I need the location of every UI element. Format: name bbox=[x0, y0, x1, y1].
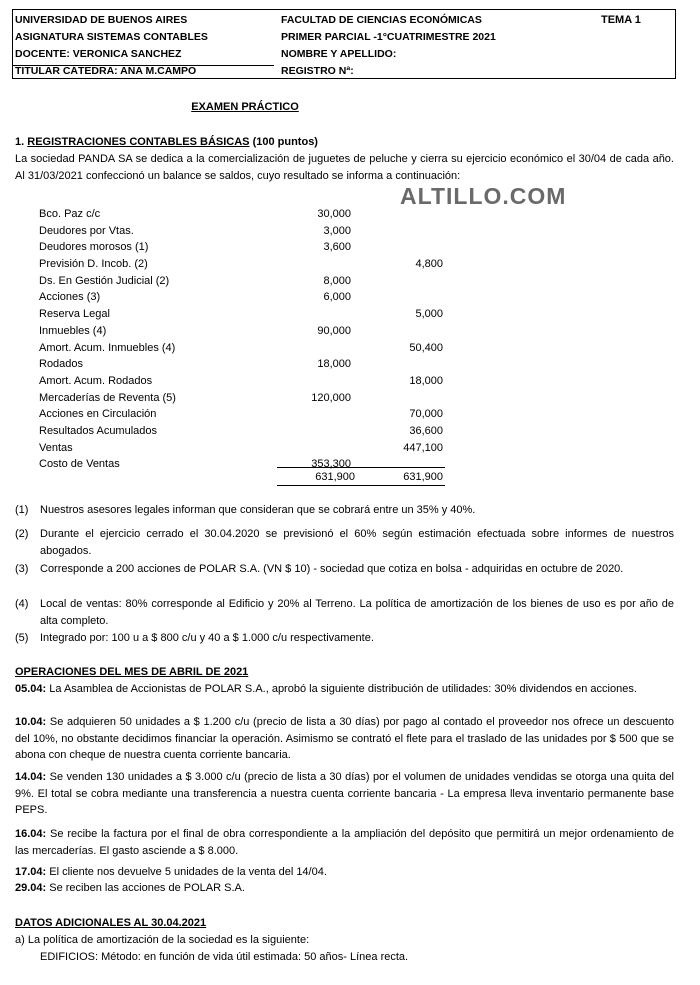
debit-amount: 3,000 bbox=[323, 224, 351, 237]
note-1 bbox=[15, 502, 674, 519]
debit-amount: 3,600 bbox=[323, 241, 351, 254]
operation-date: 17.04: bbox=[15, 866, 47, 878]
credit-amount: 18,000 bbox=[409, 374, 443, 387]
balance-total-debit: 631,900 bbox=[315, 471, 355, 483]
account-name: Inmuebles (4) bbox=[39, 324, 107, 337]
account-name: Ventas bbox=[39, 441, 73, 454]
operation-date: 16.04: bbox=[15, 828, 47, 840]
additional-data-heading: DATOS ADICIONALES AL 30.04.2021 bbox=[15, 917, 207, 929]
note-number: (1) bbox=[15, 504, 29, 516]
university-name: UNIVERSIDAD DE BUENOS AIRES bbox=[15, 14, 188, 26]
operation-text: La Asamblea de Accionistas de POLAR S.A., aprobó la siguiente distribución de utilidades: 30% dividendos en acciones. bbox=[46, 683, 637, 695]
balance-totals-row bbox=[277, 469, 445, 485]
balance-row bbox=[39, 223, 459, 240]
balance-row bbox=[39, 239, 459, 256]
watermark-logo: ALTILLO.COM bbox=[400, 183, 567, 209]
note-text: Nuestros asesores legales informan que consideran que se cobrará entre un 35% y 40%. bbox=[40, 504, 476, 516]
student-registry-field: REGISTRO Nª: bbox=[281, 65, 354, 77]
operation-2904 bbox=[15, 880, 674, 897]
operation-text: El cliente nos devuelve 5 unidades de la venta del 14/04. bbox=[46, 866, 327, 878]
account-name: Amort. Acum. Rodados bbox=[39, 374, 153, 387]
balance-row bbox=[39, 373, 459, 390]
balance-row bbox=[39, 440, 459, 457]
debit-amount: 353,300 bbox=[311, 458, 351, 471]
operation-date: 10.04: bbox=[15, 716, 47, 728]
operation-text: Se adquieren 50 unidades a $ 1.200 c/u (precio de lista a 30 días) por pago al contado el proveedor nos ofrece un descuento del 10%, no obstante decidimos financiar la operación. Asimismo se contrató el flete para el traslado de las unidades por $ 500 que se abona con cheque de nuestra cuenta corriente bancaria. bbox=[15, 716, 674, 761]
account-name: Ds. En Gestión Judicial (2) bbox=[39, 274, 170, 287]
operation-0504 bbox=[15, 681, 674, 698]
balance-row bbox=[39, 390, 459, 407]
account-name: Acciones (3) bbox=[39, 291, 101, 304]
credit-amount: 447,100 bbox=[403, 441, 443, 454]
debit-amount: 8,000 bbox=[323, 274, 351, 287]
debit-amount: 6,000 bbox=[323, 291, 351, 304]
balance-total-credit: 631,900 bbox=[403, 471, 443, 483]
faculty-name: FACULTAD DE CIENCIAS ECONÓMICAS bbox=[281, 14, 482, 26]
note-text: Local de ventas: 80% corresponde al Edificio y 20% al Terreno. La política de amortización de los bienes de uso es por año de alta completo. bbox=[40, 598, 674, 627]
account-name: Costo de Ventas bbox=[39, 458, 120, 471]
note-number: (4) bbox=[15, 598, 29, 610]
debit-amount: 30,000 bbox=[317, 208, 351, 220]
debit-amount: 120,000 bbox=[311, 391, 351, 404]
account-name: Mercaderías de Reventa (5) bbox=[39, 391, 176, 404]
header-right-column bbox=[281, 12, 496, 80]
balance-total-rule-top bbox=[277, 467, 445, 468]
header-divider bbox=[13, 65, 274, 66]
operation-text: Se recibe la factura por el final de obra correspondiente a la ampliación del depósito que permitirá un mejor ordenamiento de las mercaderías. El gasto asciende a $ 8.000. bbox=[15, 828, 674, 857]
credit-amount: 4,800 bbox=[415, 258, 443, 271]
exam-title: EXAMEN PRÁCTICO bbox=[191, 101, 299, 113]
account-name: Resultados Acumulados bbox=[39, 424, 158, 437]
balance-row bbox=[39, 340, 459, 357]
teacher-name: DOCENTE: VERONICA SANCHEZ bbox=[15, 48, 182, 60]
operations-heading: OPERACIONES DEL MES DE ABRIL DE 2021 bbox=[15, 666, 249, 678]
balance-row bbox=[39, 289, 459, 306]
balance-row bbox=[39, 406, 459, 423]
note-4 bbox=[15, 596, 674, 630]
chair-holder: TITULAR CÁTEDRA: ANA M.CAMPO bbox=[15, 65, 197, 77]
credit-amount: 50,400 bbox=[409, 341, 443, 354]
operation-1404 bbox=[15, 769, 674, 819]
note-text: Corresponde a 200 acciones de POLAR S.A. (VN $ 10) - sociedad que cotiza en bolsa - adquiridas en octubre de 2020. bbox=[40, 563, 624, 575]
credit-amount: 5,000 bbox=[415, 308, 443, 321]
exam-version: TEMA 1 bbox=[601, 14, 641, 26]
account-name: Bco. Paz c/c bbox=[39, 208, 101, 220]
operation-1704 bbox=[15, 864, 674, 881]
depreciation-buildings: EDIFICIOS: Método: en función de vida útil estimada: 50 años- Línea recta. bbox=[40, 951, 409, 963]
operation-text: Se venden 130 unidades a $ 3.000 c/u (precio de lista a 30 días) por el volumen de unidades vendidas se otorga una quita del 9%. El total se cobra mediante una transferencia a nuestra cuenta corriente bancaria - La empresa lleva inventario permanente base PEPS. bbox=[15, 771, 674, 816]
operation-date: 14.04: bbox=[15, 771, 47, 783]
section-1-points: (100 puntos) bbox=[252, 136, 318, 148]
trial-balance-table bbox=[39, 206, 459, 473]
note-number: (2) bbox=[15, 528, 29, 540]
account-name: Acciones en Circulación bbox=[39, 408, 157, 421]
balance-row bbox=[39, 323, 459, 340]
debit-amount: 90,000 bbox=[317, 324, 351, 337]
account-name: Deudores morosos (1) bbox=[39, 241, 149, 254]
note-number: (3) bbox=[15, 563, 29, 575]
section-1-title: REGISTRACIONES CONTABLES BÁSICAS bbox=[27, 136, 250, 148]
account-name: Previsión D. Incob. (2) bbox=[39, 258, 148, 271]
account-name: Rodados bbox=[39, 358, 84, 371]
balance-row bbox=[39, 306, 459, 323]
account-name: Amort. Acum. Inmuebles (4) bbox=[39, 341, 176, 354]
account-name: Reserva Legal bbox=[39, 308, 110, 321]
section-1-intro: La sociedad PANDA SA se dedica a la comercialización de juguetes de peluche y cierra su ejercicio económico el 30/04 de cada año. Al 31/03/2021 confeccionó un balance se saldos, cuyo resultado se informa a continuación: bbox=[15, 153, 674, 182]
note-3 bbox=[15, 561, 674, 578]
subject-name: ASIGNATURA SISTEMAS CONTABLES bbox=[15, 31, 208, 43]
balance-row bbox=[39, 206, 459, 223]
debit-amount: 18,000 bbox=[317, 358, 351, 371]
operation-date: 05.04: bbox=[15, 683, 47, 695]
header-left-column bbox=[15, 12, 208, 80]
section-1-heading bbox=[15, 134, 318, 151]
operation-1004 bbox=[15, 714, 674, 764]
note-text: Durante el ejercicio cerrado el 30.04.2020 se previsionó el 60% según estimación efectuada sobre informes de nuestros abogados. bbox=[40, 528, 674, 557]
note-text: Integrado por: 100 u a $ 800 c/u y 40 a $ 1.000 c/u respectivamente. bbox=[40, 632, 374, 644]
note-2 bbox=[15, 526, 674, 560]
section-1-number: 1. bbox=[15, 136, 25, 148]
operation-text: Se reciben las acciones de POLAR S.A. bbox=[46, 882, 245, 894]
operation-1604 bbox=[15, 826, 674, 859]
balance-total-rule-bottom bbox=[277, 485, 445, 486]
balance-row bbox=[39, 273, 459, 290]
student-name-field: NOMBRE Y APELLIDO: bbox=[281, 48, 397, 60]
exam-header bbox=[12, 9, 676, 79]
balance-row bbox=[39, 256, 459, 273]
note-5 bbox=[15, 630, 674, 647]
additional-item-a: a) La política de amortización de la sociedad es la siguiente: bbox=[15, 934, 310, 946]
note-number: (5) bbox=[15, 632, 29, 644]
balance-row bbox=[39, 356, 459, 373]
account-name: Deudores por Vtas. bbox=[39, 224, 134, 237]
credit-amount: 70,000 bbox=[409, 408, 443, 421]
credit-amount: 36,600 bbox=[409, 424, 443, 437]
operation-date: 29.04: bbox=[15, 882, 47, 894]
balance-row bbox=[39, 423, 459, 440]
exam-term: PRIMER PARCIAL -1°CUATRIMESTRE 2021 bbox=[281, 31, 496, 43]
